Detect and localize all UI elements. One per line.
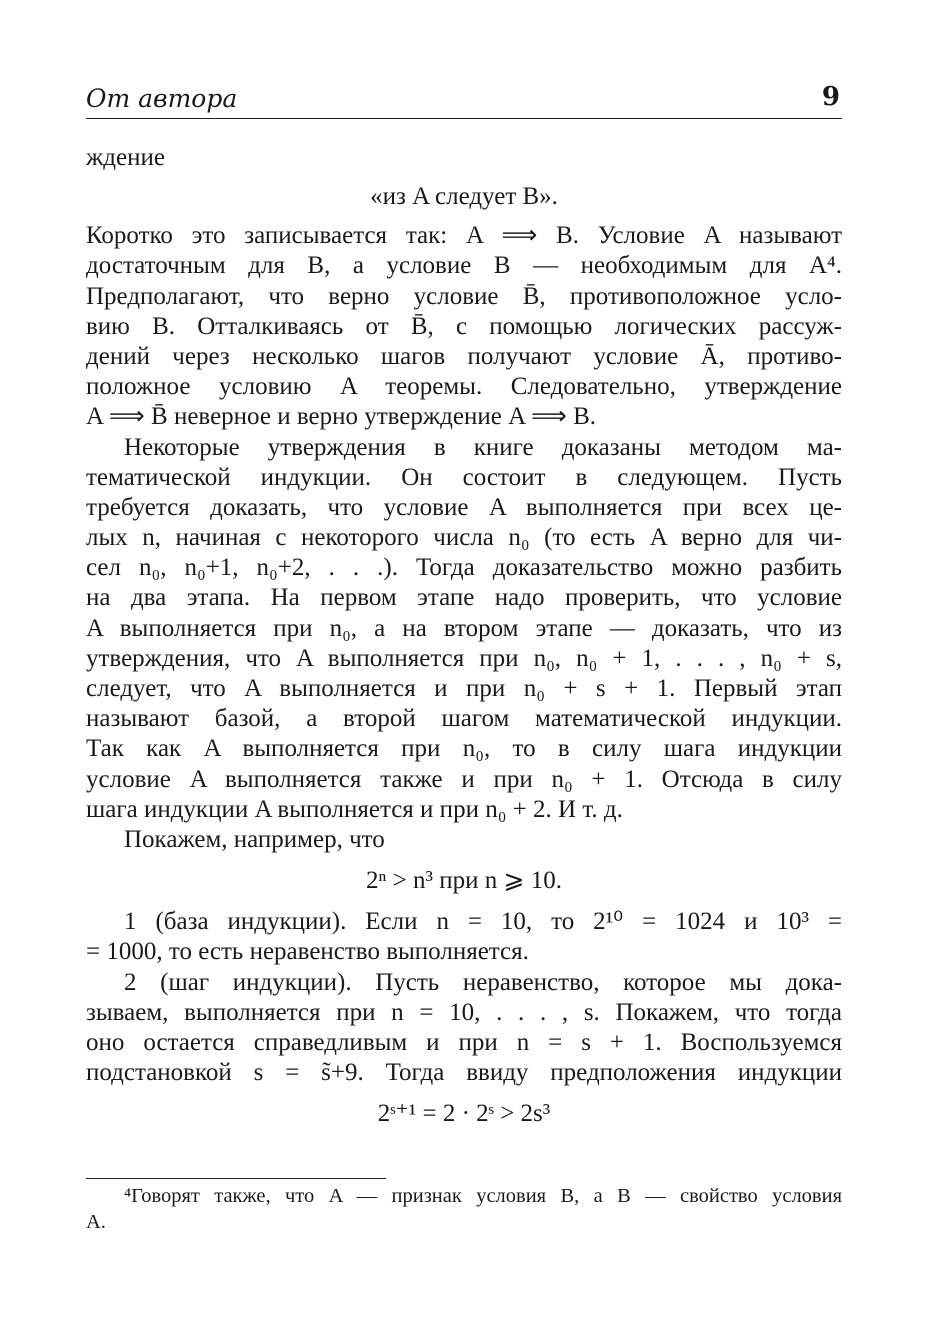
text-line: называют базой, а второй шагом математической индукции. (86, 705, 842, 733)
text-line: Так как A выполняется при n₀, то в силу шага индукции (86, 735, 842, 763)
text-line: Покажем, например, что (124, 825, 385, 853)
text-line: A ⟹ B̄ неверное и верно утверждение A ⟹ B. (86, 403, 597, 431)
footnote (86, 1183, 842, 1235)
text-line: утверждения, что A выполняется при n₀, n₀ + 1, . . . , n₀ + s, (86, 644, 842, 672)
text-line: «из A следует B». (370, 183, 558, 211)
text-line: 2 (шаг индукции). Пусть неравенство, которое мы дока- (124, 968, 842, 996)
text-line: Некоторые утверждения в книге доказаны методом ма- (124, 433, 842, 461)
text-line: условие A выполняется также и при n₀ + 1. Отсюда в силу (86, 765, 842, 793)
text-line: дений через несколько шагов получают условие Ā, противо- (86, 342, 842, 370)
text-line: вию B. Отталкиваясь от B̄, с помощью логических рассуж- (86, 312, 842, 340)
body-text (86, 143, 842, 1140)
footnote-rule (86, 1178, 386, 1179)
footnote-line: ⁴Говорят также, что A — признак условия B, а B — свойство условия (124, 1185, 842, 1207)
text-line: достаточным для B, а условие B — необходимым для A⁴. (86, 252, 842, 280)
footnote-line: A. (86, 1211, 106, 1233)
text-line: на два этапа. На первом этапе надо проверить, что условие (86, 584, 842, 612)
text-line: зываем, выполняется при n = 10, . . . , s. Покажем, что тогда (86, 998, 842, 1026)
text-line: требуется доказать, что условие A выполняется при всех це- (86, 493, 842, 521)
running-header (86, 84, 842, 119)
text-line: подстановкой s = s̃+9. Тогда ввиду предположения индукции (86, 1059, 842, 1087)
text-line: лых n, начиная с некоторого числа n₀ (то есть A верно для чи- (86, 524, 842, 552)
text-line: 1 (база индукции). Если n = 10, то 2¹⁰ = 1024 и 10³ = (124, 908, 842, 936)
text-line: 2ⁿ > n³ при n ⩾ 10. (366, 867, 562, 895)
text-line: следует, что A выполняется и при n₀ + s + 1. Первый этап (86, 675, 842, 702)
header-title: От автора (86, 84, 238, 113)
text-line: Коротко это записывается так: A ⟹ B. Условие A называют (86, 222, 842, 250)
text-line: 2ˢ⁺¹ = 2 · 2ˢ > 2s³ (377, 1100, 551, 1128)
text-line: A выполняется при n₀, а на втором этапе — доказать, что из (86, 614, 842, 642)
text-line: ждение (86, 144, 165, 171)
text-line: положное условию A теоремы. Следовательно, утверждение (86, 373, 842, 401)
text-line: тематической индукции. Он состоит в следующем. Пусть (86, 463, 842, 491)
text-line: сел n₀, n₀+1, n₀+2, . . .). Тогда доказательство можно разбить (86, 554, 842, 582)
page-number: 9 (821, 82, 840, 112)
text-line: = 1000, то есть неравенство выполняется. (86, 938, 529, 966)
text-line: шага индукции A выполняется и при n₀ + 2. И т. д. (86, 795, 623, 823)
text-line: оно остается справедливым и при n = s + 1. Воспользуемся (86, 1028, 842, 1056)
text-line: Предполагают, что верно условие B̄, противоположное усло- (86, 282, 842, 310)
